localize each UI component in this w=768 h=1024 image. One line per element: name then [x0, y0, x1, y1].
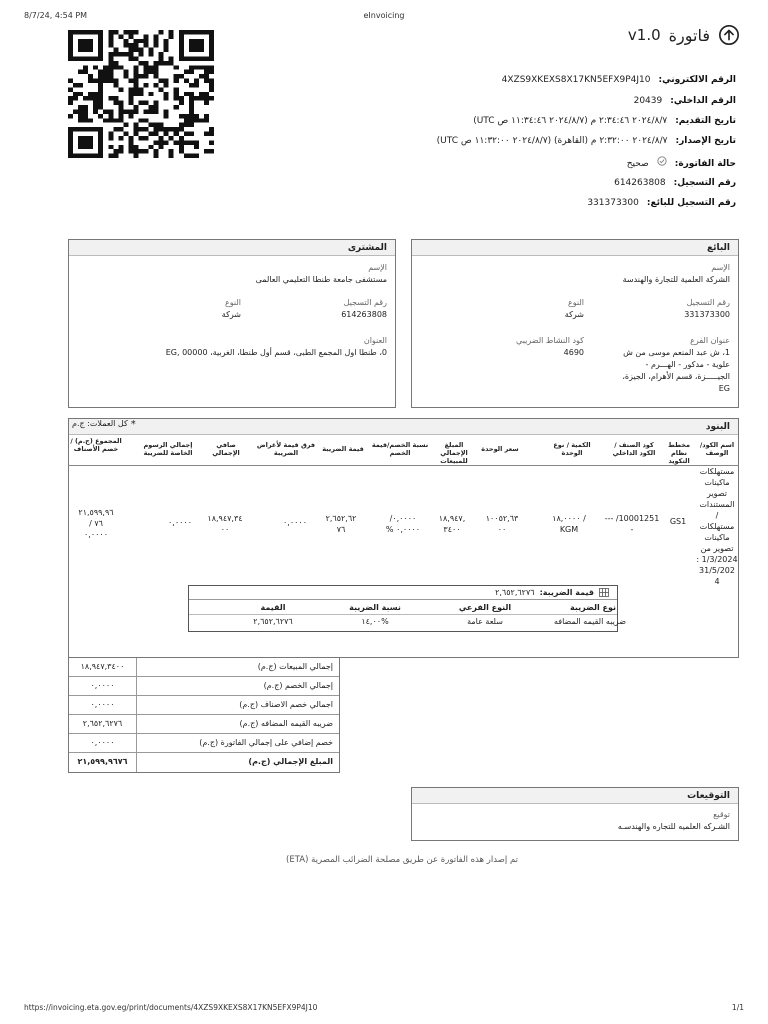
address-line: الجيـــــزة، قسم الأهرام، الجيزة، [622, 372, 730, 381]
print-datetime: 8/7/24, 4:54 PM [24, 11, 88, 20]
currency-note [72, 419, 136, 430]
total-line: ٠,٠٠٠٠ [83, 530, 109, 539]
total-line: / ٧٦ [89, 519, 103, 528]
meta-label: الرقم الالكتروني: [658, 75, 736, 85]
print-title: eInvoicing [363, 11, 405, 20]
field-label: النوع [568, 298, 584, 307]
seller-branch-field [570, 336, 730, 395]
totals-row [69, 734, 339, 753]
address-line: EG [718, 384, 730, 393]
desc-line: تصوير من [700, 544, 734, 553]
eta-footer-note: تم إصدار هذه الفاتورة عن طريق مصلحة الضرائب المصرية (ETA) [286, 855, 518, 865]
invoice-title: فاتورة [668, 25, 710, 45]
buyer-type-field [91, 298, 241, 321]
grand-total-value: ٢١,٥٩٩,٩٦٧٦ [69, 753, 137, 772]
meta-value: 4XZS9XKEXS8X17KN5EFX9P4J10 [501, 75, 651, 85]
signature-label: توقيع [713, 810, 730, 819]
qty-line: KGM [559, 525, 579, 534]
col-header: قيمة الضريبة [322, 445, 364, 453]
sales-line: ١٨,٩٤٧, [438, 514, 466, 523]
grand-total-row [69, 753, 339, 772]
print-page-number: 1/1 [731, 1003, 744, 1012]
address-line: علوية - مدكور - الهـــرم - [645, 360, 730, 369]
buyer-heading: المشترى [69, 240, 395, 256]
buyer-name-field [87, 263, 387, 286]
tax-col-header: نسبة الضريبة [349, 603, 401, 612]
tax-line: ٧٦ [336, 525, 346, 534]
seller-type: شركة [564, 310, 584, 319]
item-special-fees: ٠,٠٠٠٠ [167, 518, 193, 527]
meta-seller-registration [316, 198, 736, 208]
totals-label: إجمالي المبيعات (ج.م) [257, 662, 333, 671]
item-scheme: GS1 [669, 517, 687, 526]
buyer-panel [68, 239, 396, 408]
price-line: ١٠٠٥٢,٦٣ [485, 514, 519, 523]
check-circle-icon [657, 156, 667, 166]
tax-breakdown-heading [189, 586, 617, 600]
desc-line: 4 [714, 577, 720, 586]
meta-value: 331373300 [587, 198, 639, 208]
tax-line: ٢,٦٥٢,٦٢ [325, 514, 357, 523]
seller-name-field [430, 263, 730, 286]
desc-line: : 1/3/2024 [696, 555, 738, 564]
field-label: رقم التسجيل [686, 298, 730, 307]
col-header: إجمالي الرسوم الخاصة للضريبة [143, 441, 193, 457]
seller-heading: البائع [412, 240, 738, 256]
item-sales-total [430, 513, 474, 535]
tax-col-header: القيمة [260, 603, 286, 612]
status-badge: صحيح [626, 159, 649, 169]
totals-label: خصم إضافي على إجمالي الفاتورة (ج.م) [199, 738, 333, 747]
field-label: رقم التسجيل [343, 298, 387, 307]
col-header: فرق قيمة لأغراض الضريبة [256, 441, 316, 457]
item-tax-diff: ٠,٠٠٠٠ [282, 518, 308, 527]
item-quantity [540, 513, 598, 535]
qr-code [68, 30, 214, 158]
desc-line: مستهلكات [699, 522, 735, 531]
discount-line: /٠,٠٠٠٠ [389, 514, 417, 523]
totals-value: ١٨,٩٤٧,٣٤٠٠ [69, 658, 137, 676]
items-heading: البنود [69, 419, 738, 435]
grand-total-label: المبلغ الإجمالي (ج.م) [248, 757, 333, 766]
totals-label: إجمالي الخصم (ج.م) [263, 681, 333, 690]
col-header: كود الصنف / الكود الداخلي [612, 441, 656, 457]
currency-star: * [130, 419, 136, 430]
meta-label: حالة الفاتورة: [674, 159, 736, 169]
tax-total: ٢,٦٥٢,٦٢٧٦ [495, 587, 535, 597]
net-line: ١٨,٩٤٧,٣٤ [207, 514, 243, 523]
buyer-name: مستشفى جامعة طنطا التعليمي العالمى [255, 275, 387, 284]
col-header: صافي الإجمالي [212, 441, 240, 457]
tax-divider [189, 614, 617, 615]
col-header: اسم الكود/ الوصف [699, 441, 735, 457]
tax-amount: ٢,٦٥٢,٦٢٧٦ [253, 617, 293, 626]
code-line: - [630, 525, 634, 534]
col-header: المجموع (ج.م) / خصم الأصناف [70, 437, 122, 453]
meta-label: الرقم الداخلي: [670, 96, 736, 106]
col-header: الكمية / نوع الوحدة [553, 441, 591, 457]
seller-reg: 331373300 [684, 310, 730, 319]
field-label: الإسم [368, 263, 387, 272]
meta-issue-date [316, 136, 736, 146]
totals-row [69, 658, 339, 677]
meta-status [316, 156, 736, 169]
meta-internal-id [316, 96, 736, 106]
meta-registration [316, 178, 736, 188]
totals-value: ٠,٠٠٠٠ [69, 696, 137, 714]
currency-text: كل العملات: ج.م [72, 419, 128, 428]
totals-label: اجمالي خصم الاصناف (ج.م) [239, 700, 333, 709]
sales-line: ٣٤٠٠ [443, 525, 461, 534]
buyer-address: 0، طنطا اول المجمع الطبى، قسم أول طنطا، الغربية، EG, 00000 [165, 348, 387, 357]
totals-value: ٠,٠٠٠٠ [69, 734, 137, 752]
meta-label: تاريخ التقديم: [675, 116, 736, 126]
seller-type-field [434, 298, 584, 321]
field-label: الإسم [711, 263, 730, 272]
field-label: النوع [225, 298, 241, 307]
item-net-total [200, 513, 250, 535]
desc-line: مستهلكات [699, 467, 735, 476]
invoice-title-row [628, 24, 740, 46]
signatures-panel [411, 787, 739, 841]
buyer-reg-field [247, 298, 387, 321]
desc-line: ماكينات [704, 478, 730, 487]
meta-label: رقم التسجيل: [673, 178, 736, 188]
code-line: --- /10001251 [604, 514, 660, 523]
col-header: المبلغ الإجمالي للمبيعات [440, 441, 468, 465]
item-unit-price [478, 513, 526, 535]
meta-label: رقم التسجيل للبائع: [646, 198, 736, 208]
totals-row [69, 677, 339, 696]
desc-line: ماكينات [704, 533, 730, 542]
desc-line: / [715, 511, 719, 520]
seller-panel [411, 239, 739, 408]
tax-rate: ١٤,٠٠% [361, 617, 389, 626]
item-tax-value [316, 513, 366, 535]
print-url: https://invoicing.eta.gov.eg/print/documents/4XZS9XKEXS8X17KN5EFX9P4J10 [24, 1003, 318, 1012]
desc-line: 31/5/202 [699, 566, 735, 575]
seller-name: الشركة العلمية للتجارة والهندسة [622, 275, 730, 284]
desc-line: تصوير [707, 489, 727, 498]
field-label: العنوان [363, 336, 387, 345]
tax-grid-icon [599, 588, 609, 597]
signature-name: الشـركه العلميه للتجاره والهندسـه [617, 822, 730, 831]
totals-table [68, 657, 340, 773]
address-line: 1، ش عبد المنعم موسى من ش [623, 348, 730, 357]
buyer-reg: 614263808 [341, 310, 387, 319]
signatures-heading: التوقيعات [412, 788, 738, 804]
tax-label: قيمة الضريبة: [539, 587, 594, 597]
tax-col-header: نوع الضريبة [570, 603, 616, 612]
meta-value: 20439 [633, 96, 663, 106]
tax-subtype: سلعة عامة [467, 617, 503, 626]
buyer-type: شركة [221, 310, 241, 319]
col-header: نسبة الخصم/قيمة الخصم [371, 441, 429, 457]
discount-line: % ٠,٠٠٠٠ [385, 525, 421, 534]
meta-uuid [316, 75, 736, 85]
totals-label: ضريبه القيمه المضافه (ج.م) [239, 719, 333, 728]
tax-type: ضريبه القيمه المضافه [553, 617, 627, 626]
meta-value: ٢٠٢٤/٨/٧ ٢:٣٤:٤٦ م (٢٠٢٤/٨/٧ ١١:٣٤:٤٦ ص UTC) [473, 116, 668, 126]
item-discount [378, 513, 428, 535]
buyer-address-field [75, 336, 387, 359]
total-line: ٢١,٥٩٩,٩٦ [78, 508, 114, 517]
seller-activity-field [434, 336, 584, 359]
price-line: ٠٠ [497, 525, 507, 534]
qty-line: ١٨,٠٠٠٠ / [552, 514, 586, 523]
desc-line: المستندات [699, 500, 735, 509]
field-label: كود النشاط الضريبي [516, 336, 584, 345]
seller-activity-code: 4690 [563, 348, 584, 357]
meta-value: ٢٠٢٤/٨/٧ ٢:٣٢:٠٠ م (القاهرة) (٢٠٢٤/٨/٧ ١١:٣٢:٠٠ ص UTC) [436, 136, 668, 146]
net-line: ٠٠ [220, 525, 230, 534]
meta-submission-date [316, 116, 736, 126]
totals-row [69, 696, 339, 715]
item-description [695, 466, 739, 587]
totals-value: ٠,٠٠٠٠ [69, 677, 137, 695]
seller-reg-field [590, 298, 730, 321]
totals-value: ٢,٦٥٢,٦٢٧٦ [69, 715, 137, 733]
invoice-version: v1.0 [627, 26, 661, 44]
tax-col-header: النوع الفرعي [458, 603, 512, 612]
meta-label: تاريخ الإصدار: [675, 136, 736, 146]
col-header: مخطط نظام التكويد [667, 441, 690, 465]
item-code [600, 513, 664, 535]
item-total [70, 507, 122, 540]
header-divider [68, 465, 739, 466]
seller-branch-address [570, 347, 730, 395]
meta-value: 614263808 [614, 178, 666, 188]
arrow-up-circle-icon[interactable] [718, 24, 740, 46]
field-label: عنوان الفرع [690, 336, 730, 345]
signature-field [430, 810, 730, 833]
col-header: سعر الوحدة [481, 445, 519, 453]
totals-row [69, 715, 339, 734]
